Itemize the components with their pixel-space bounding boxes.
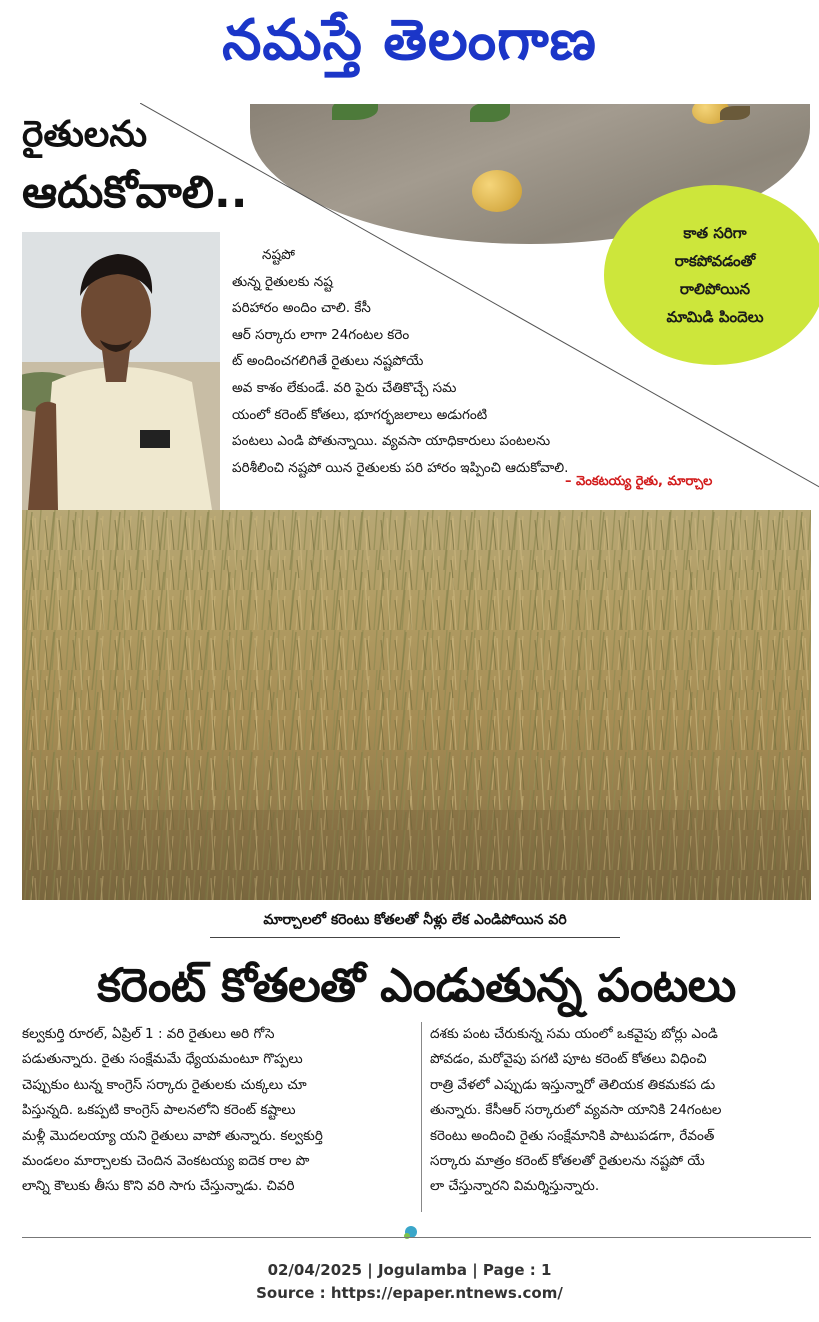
kicker-line-1: రైతులను [22, 114, 148, 155]
masthead [0, 0, 819, 82]
kicker-line-2: ఆదుకోవాలి.. [22, 167, 248, 218]
article-body-left-column [22, 1022, 414, 1200]
quote-line: నష్టపో [262, 247, 295, 263]
body-line: రాత్రి వేళలో ఎప్పుడు ఇస్తున్నారో తెలియక తికమకప డు [430, 1076, 716, 1093]
farmer-figure [22, 232, 220, 510]
newspaper-logo: నమస్తే తెలంగాణ [222, 8, 597, 73]
body-line: లాన్ని కౌలుకు తీసు కొని వరి సాగు చేస్తున్నాడు. చివరి [22, 1178, 295, 1195]
body-line: దశకు పంట చేరుకున్న సమ యంలో ఒకవైపు బోర్లు ఎండి [430, 1026, 718, 1042]
body-line: తున్నారు. కేసీఆర్ సర్కారులో వ్యవసా యానికి 24గంటల [430, 1102, 722, 1119]
quote-line: ఆర్ సర్కారు లాగా 24గంటల కరెం [232, 326, 410, 343]
dried-paddy-field-photo [22, 510, 811, 900]
caption-line: రాకపోవడంతో [674, 252, 756, 270]
body-line: పిస్తున్నది. ఒకప్పటి కాంగ్రెస్ పాలనలోని కరెంట్ కష్టాలు [22, 1102, 296, 1119]
body-line: చెప్పుకుం టున్న కాంగ్రెస్ సర్కారు రైతులకు చుక్కలు చూ [22, 1076, 307, 1093]
farmer-quote [232, 242, 702, 481]
quote-line: తున్న రైతులకు నష్ట [232, 273, 333, 290]
body-line: పడుతున్నారు. రైతు సంక్షేమమే ధ్యేయమంటూ గొప్పలు [22, 1051, 303, 1068]
article-body-right-column [430, 1022, 815, 1200]
caption-line: కాత సరిగా [683, 224, 747, 242]
source-link[interactable]: Source : https://epaper.ntnews.com/ [256, 1284, 563, 1302]
edition-info: 02/04/2025 | Jogulamba | Page : 1 [267, 1261, 552, 1279]
quote-line: అవ కాశం లేకుండే. వరి పైరు చేతికొచ్చే సమ [232, 379, 457, 396]
body-line: కల్వకుర్తి రూరల్, ఏప్రిల్ 1 : వరి రైతులు అరి గోసె [22, 1026, 275, 1042]
field-photo-caption: మార్చాలలో కరెంటు కోతలతో నీళ్లు లేక ఎండిపోయిన వరి [210, 912, 620, 938]
quote-line: యంలో కరెంట్ కోతలు, భూగర్భజలాలు అడుగంటి [232, 406, 488, 423]
article-headline: కరెంట్ కోతలతో ఎండుతున్న పంటలు [97, 958, 736, 1012]
body-line: లా చేస్తున్నారని విమర్శిస్తున్నారు. [430, 1178, 600, 1195]
quote-line: పంటలు ఎండి పోతున్నాయి. వ్యవసా యాధికారులు పంటలను [232, 433, 551, 450]
caption-line: మామిడి పిందెలు [666, 308, 764, 326]
body-line: కరెంటు అందించి రైతు సంక్షేమానికి పాటుపడగా, రేవంత్ [430, 1127, 715, 1144]
field-texture [22, 510, 811, 900]
footer-divider [22, 1237, 811, 1238]
quote-line: ట్ అందించగలిగితే రైతులు నష్టపోయే [232, 353, 424, 370]
quote-attribution: – వెంకటయ్య రైతు, మార్చాల [565, 474, 713, 489]
caption-line: రాలిపోయిన [679, 280, 751, 298]
body-line: పోవడం, మరోవైపు పగటి పూట కరెంట్ కోతలు విధించి [430, 1051, 707, 1068]
body-line: మళ్లీ మొదలయ్యా యని రైతులు వాపో తున్నారు. కల్వకుర్తి [22, 1127, 323, 1144]
quote-line: పరిశీలించి నష్టపో యిన రైతులకు పరి హారం ఇప్పించి ఆదుకోవాలి. [232, 459, 569, 476]
column-divider [421, 1022, 422, 1212]
farmer-portrait-photo [22, 232, 220, 510]
ntnews-logo-icon [401, 1224, 419, 1242]
quote-line: పరిహారం అందిం చాలి. కేసీ [232, 300, 371, 317]
body-line: మండలం మార్చాలకు చెందిన వెంకటయ్య ఐదెక రాల పొ [22, 1153, 310, 1170]
body-line: సర్కారు మాత్రం కరెంట్ కోతలతో రైతులను నష్టపో యే [430, 1153, 705, 1170]
